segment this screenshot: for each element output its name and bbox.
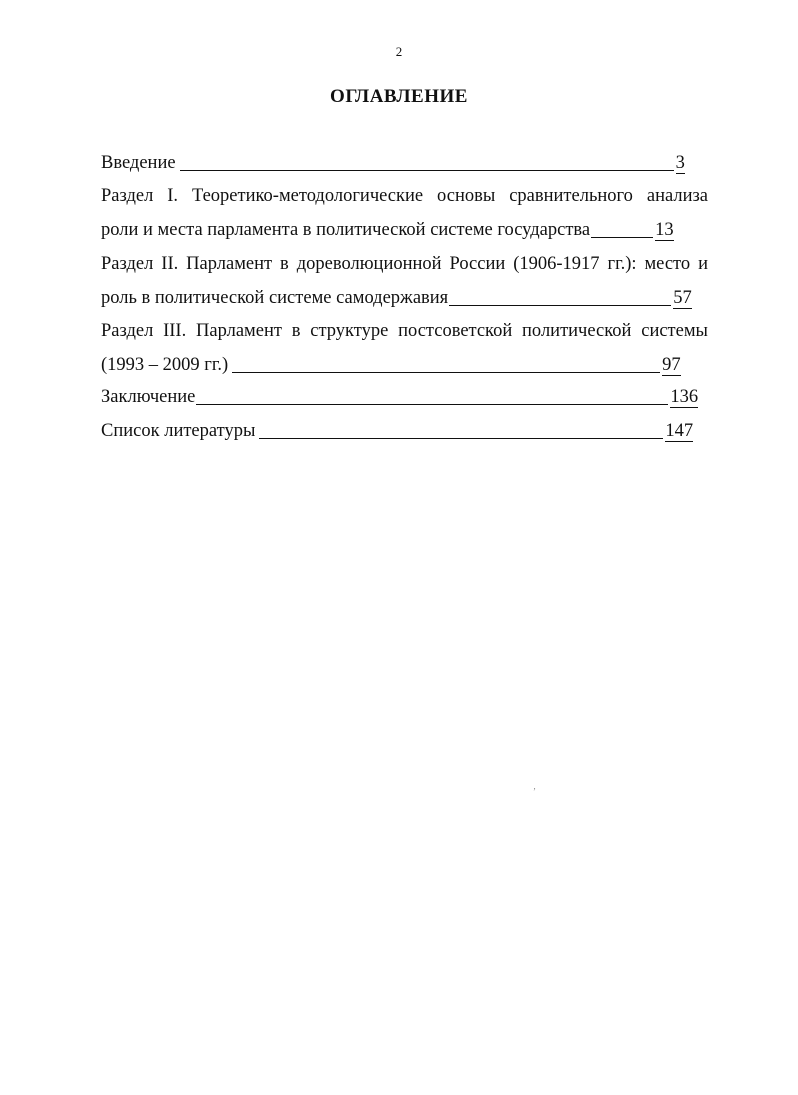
toc-title: ОГЛАВЛЕНИЕ — [330, 86, 468, 107]
toc-entry-label: (1993 – 2009 гг.) — [101, 355, 229, 375]
toc-entry-label: Раздел II. Парламент в дореволюционной России (1906-1917 гг.): место и — [101, 254, 708, 274]
scan-speck: ‚ — [533, 781, 536, 791]
toc-entry-label: Раздел I. Теоретико-методологические основы сравнительного анализа — [101, 186, 708, 206]
toc-entry-conclusion[interactable] — [101, 386, 698, 408]
dot-leader — [259, 437, 663, 439]
toc-entry-section-2-line-2[interactable] — [101, 287, 692, 309]
toc-entry-label: Заключение — [101, 387, 196, 407]
toc-entry-label: роли и места парламента в политической системе государства — [101, 220, 591, 240]
toc-entry-section-3-line-1[interactable] — [101, 320, 708, 342]
toc-entry-section-2-line-1[interactable] — [101, 253, 708, 275]
toc-entry-label: Введение — [101, 153, 176, 173]
dot-leader — [449, 304, 671, 306]
toc-entry-label: Раздел III. Парламент в структуре постсоветской политической системы — [101, 321, 708, 341]
toc-entry-section-1-line-1[interactable] — [101, 185, 708, 207]
toc-page-ref: 57 — [673, 288, 692, 308]
dot-leader — [196, 403, 668, 405]
dot-leader — [591, 236, 653, 238]
toc-page-ref: 13 — [655, 220, 674, 240]
toc-entry-section-1-line-2[interactable] — [101, 219, 674, 241]
toc-entry-bibliography[interactable] — [101, 420, 693, 442]
toc-page-ref: 147 — [665, 421, 694, 441]
toc-entry-introduction[interactable] — [101, 152, 685, 174]
toc-page-ref: 136 — [670, 387, 699, 407]
toc-entry-label: Список литературы — [101, 421, 256, 441]
toc-page-ref: 3 — [675, 153, 685, 173]
toc-page-ref: 97 — [662, 355, 681, 375]
toc-entry-section-3-line-2[interactable] — [101, 354, 681, 376]
page-number: 2 — [395, 44, 403, 59]
dot-leader — [180, 169, 674, 171]
toc-entry-label: роль в политической системе самодержавия — [101, 288, 449, 308]
dot-leader — [232, 371, 660, 373]
